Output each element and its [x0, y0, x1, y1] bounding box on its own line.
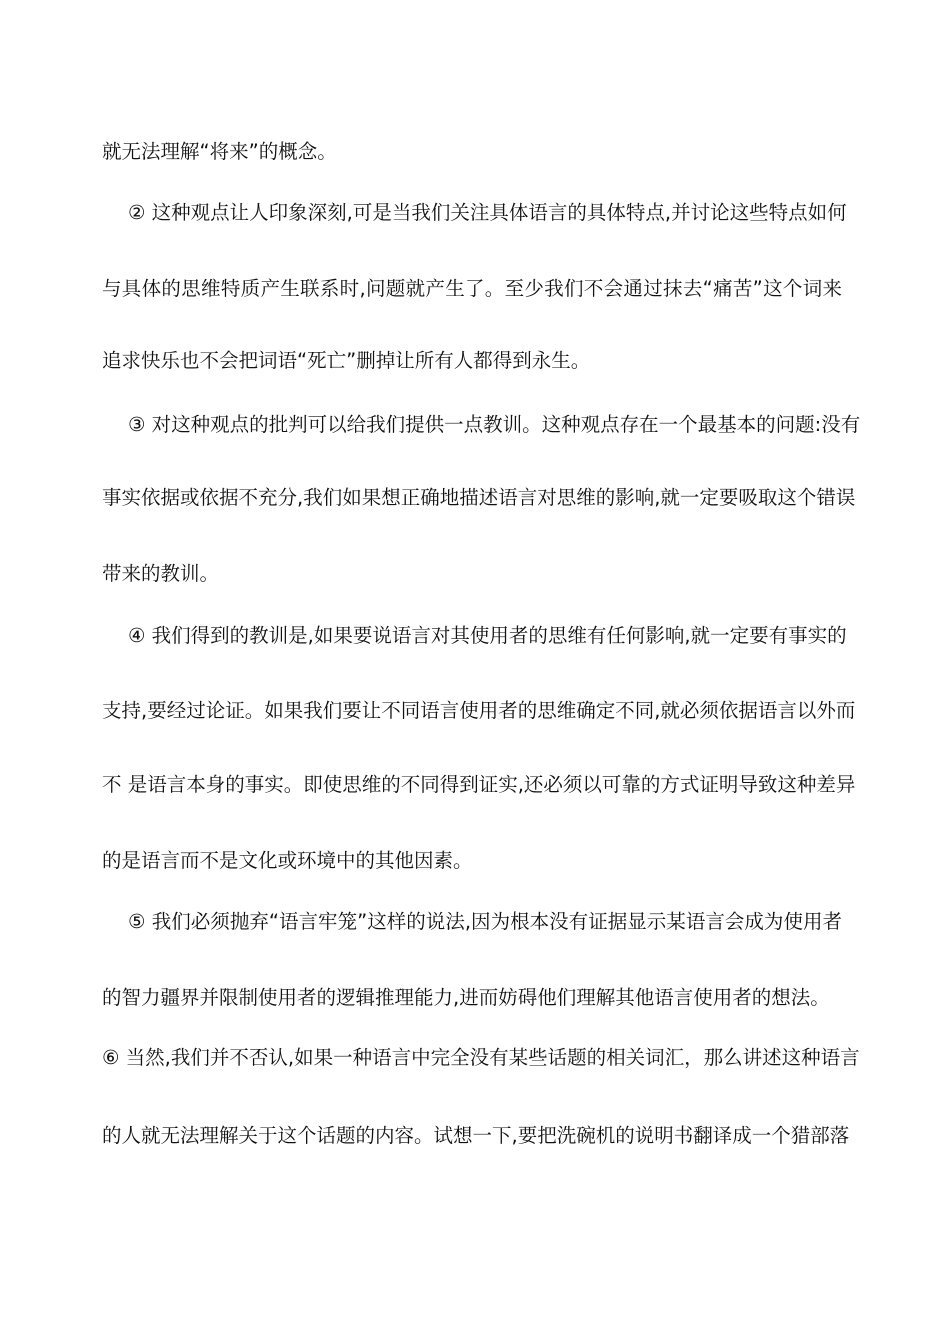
paragraph-3-line: ③ 对这种观点的批判可以给我们提供一点教训。这种观点存在一个最基本的问题:没有	[128, 413, 861, 436]
text-line: 支持,要经过论证。如果我们要让不同语言使用者的思维确定不同,就必须依据语言以外而	[102, 699, 856, 722]
text-line: 的是语言而不是文化或环境中的其他因素。	[102, 849, 473, 872]
text-line: 的智力疆界并限制使用者的逻辑推理能力,进而妨碍他们理解其他语言使用者的想法。	[102, 986, 830, 1009]
paragraph-5-line: ⑤ 我们必须抛弃“语言牢笼”这样的说法,因为根本没有证据显示某语言会成为使用者	[128, 910, 842, 933]
paragraph-4-line: ④ 我们得到的教训是,如果要说语言对其使用者的思维有任何影响,就一定要有事实的	[128, 624, 847, 647]
text-line: 与具体的思维特质产生联系时,问题就产生了。至少我们不会通过抹去“痛苦”这个词来	[102, 277, 842, 300]
text-line: 的人就无法理解关于这个话题的内容。试想一下,要把洗碗机的说明书翻译成一个猎部落	[102, 1124, 850, 1147]
text-line: 事实依据或依据不充分,我们如果想正确地描述语言对思维的影响,就一定要吸取这个错误	[102, 486, 856, 509]
paragraph-2-line: ② 这种观点让人印象深刻,可是当我们关注具体语言的具体特点,并讨论这些特点如何	[128, 201, 847, 224]
paragraph-6-line: ⑥ 当然,我们并不否认,如果一种语言中完全没有某些话题的相关词汇，那么讲述这种语言	[102, 1046, 860, 1069]
text-line: 不 是语言本身的事实。即使思维的不同得到证实,还必须以可靠的方式证明导致这种差异	[102, 773, 856, 796]
text-line: 带来的教训。	[102, 562, 220, 585]
text-line: 就无法理解“将来”的概念。	[102, 140, 337, 163]
text-line: 追求快乐也不会把词语“死亡”删掉让所有人都得到永生。	[102, 349, 591, 372]
